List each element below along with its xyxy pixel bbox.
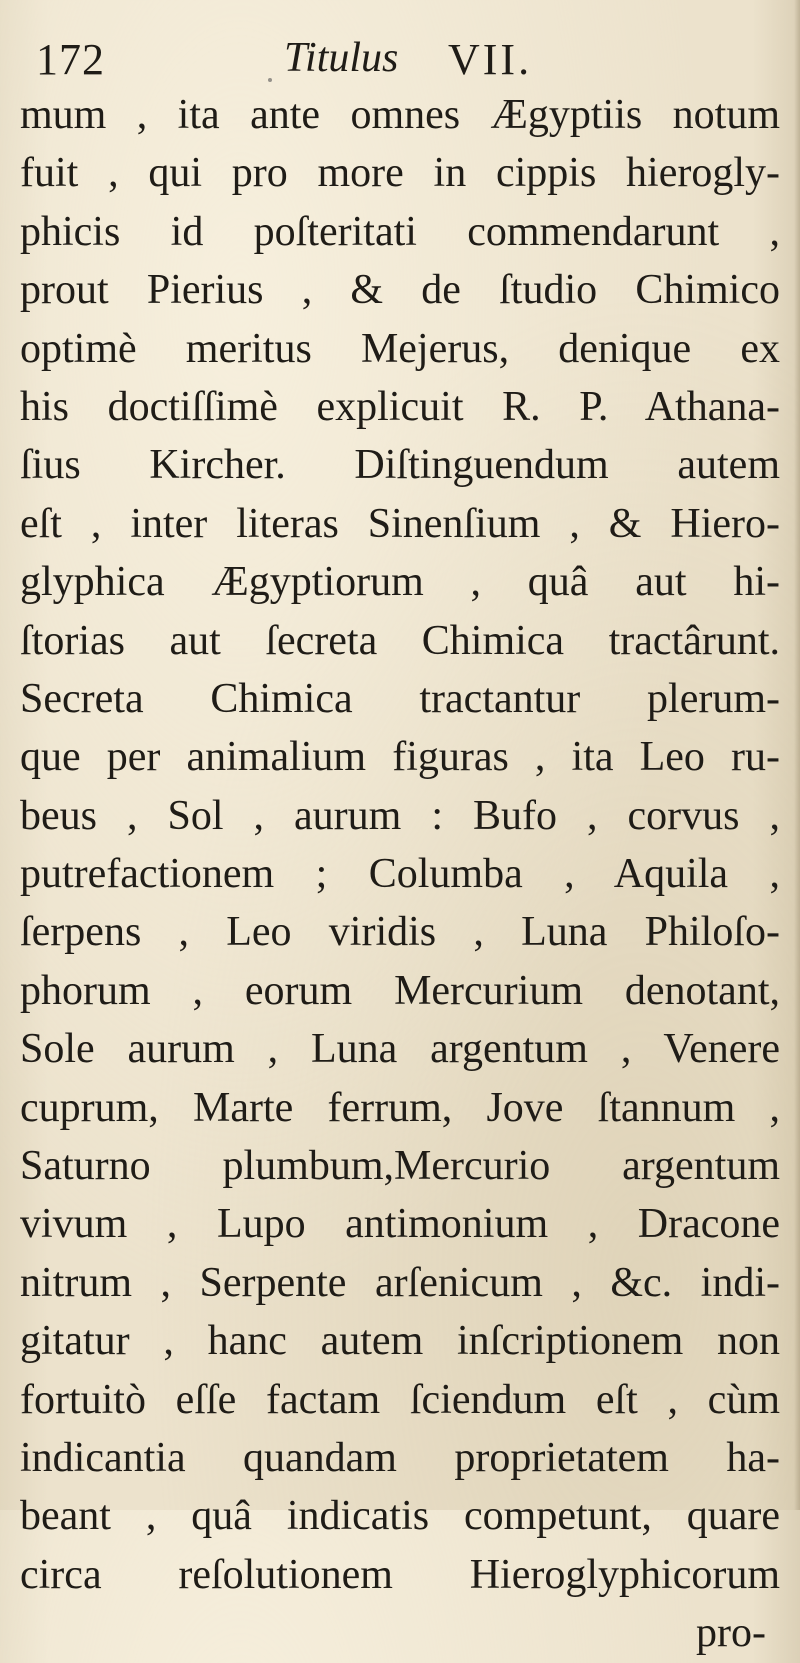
text-line: Sole aurum , Luna argentum , Venere: [20, 1026, 780, 1073]
running-title: Titulus: [284, 35, 399, 81]
text-line: ſerpens , Leo viridis , Luna Philoſo-: [20, 909, 780, 956]
text-line: indicantia quandam proprietatem ha-: [20, 1434, 780, 1481]
text-line: vivum , Lupo antimonium , Dracone: [20, 1201, 780, 1248]
text-line: cuprum, Marte ferrum, Jove ſtannum ,: [20, 1084, 780, 1131]
text-line: mum , ita ante omnes Ægyptiis notum: [20, 92, 780, 138]
text-line: phorum , eorum Mercurium denotant,: [20, 967, 780, 1014]
text-line: fortuitò eſſe factam ſciendum eſt , cùm: [20, 1376, 780, 1423]
text-line: phicis id poſteritati commendarunt ,: [20, 208, 780, 255]
text-line: beus , Sol , aurum : Bufo , corvus ,: [20, 792, 780, 839]
text-line: optimè meritus Mejerus, denique ex: [20, 325, 780, 372]
text-line: ſius Kircher. Diſtinguendum autem: [20, 442, 780, 489]
page-edge-shadow: [794, 0, 800, 1510]
text-line: fuit , qui pro more in cippis hierogly-: [20, 150, 780, 197]
text-line: prout Pierius , & de ſtudio Chimico: [20, 267, 780, 314]
text-line: Saturno plumbum,Mercurio argentum: [20, 1143, 780, 1190]
text-line: que per animalium figuras , ita Leo ru-: [20, 734, 780, 781]
text-line: his doctiſſimè explicuit R. P. Athana-: [20, 383, 780, 430]
running-title-numeral: VII.: [448, 35, 533, 84]
text-line: ſtorias aut ſecreta Chimica tractârunt.: [20, 617, 780, 664]
text-line: glyphica Ægyptiorum , quâ aut hi-: [20, 559, 780, 606]
text-line: beant , quâ indicatis competunt, quare: [20, 1493, 780, 1540]
text-line: gitatur , hanc autem inſcriptionem non: [20, 1318, 780, 1365]
ink-speck: [268, 78, 272, 82]
text-line: putrefactionem ; Columba , Aquila ,: [20, 851, 780, 898]
text-line: nitrum , Serpente arſenicum , &c. indi-: [20, 1259, 780, 1306]
text-line: pro-: [696, 1610, 766, 1657]
body-text: [20, 86, 780, 1663]
running-head: [36, 34, 776, 94]
text-line: circa reſolutionem Hieroglyphicorum: [20, 1551, 780, 1598]
text-line: Secreta Chimica tractantur plerum-: [20, 675, 780, 722]
page-number: 172: [36, 35, 105, 84]
text-line: eſt , inter literas Sinenſium , & Hiero-: [20, 500, 780, 547]
